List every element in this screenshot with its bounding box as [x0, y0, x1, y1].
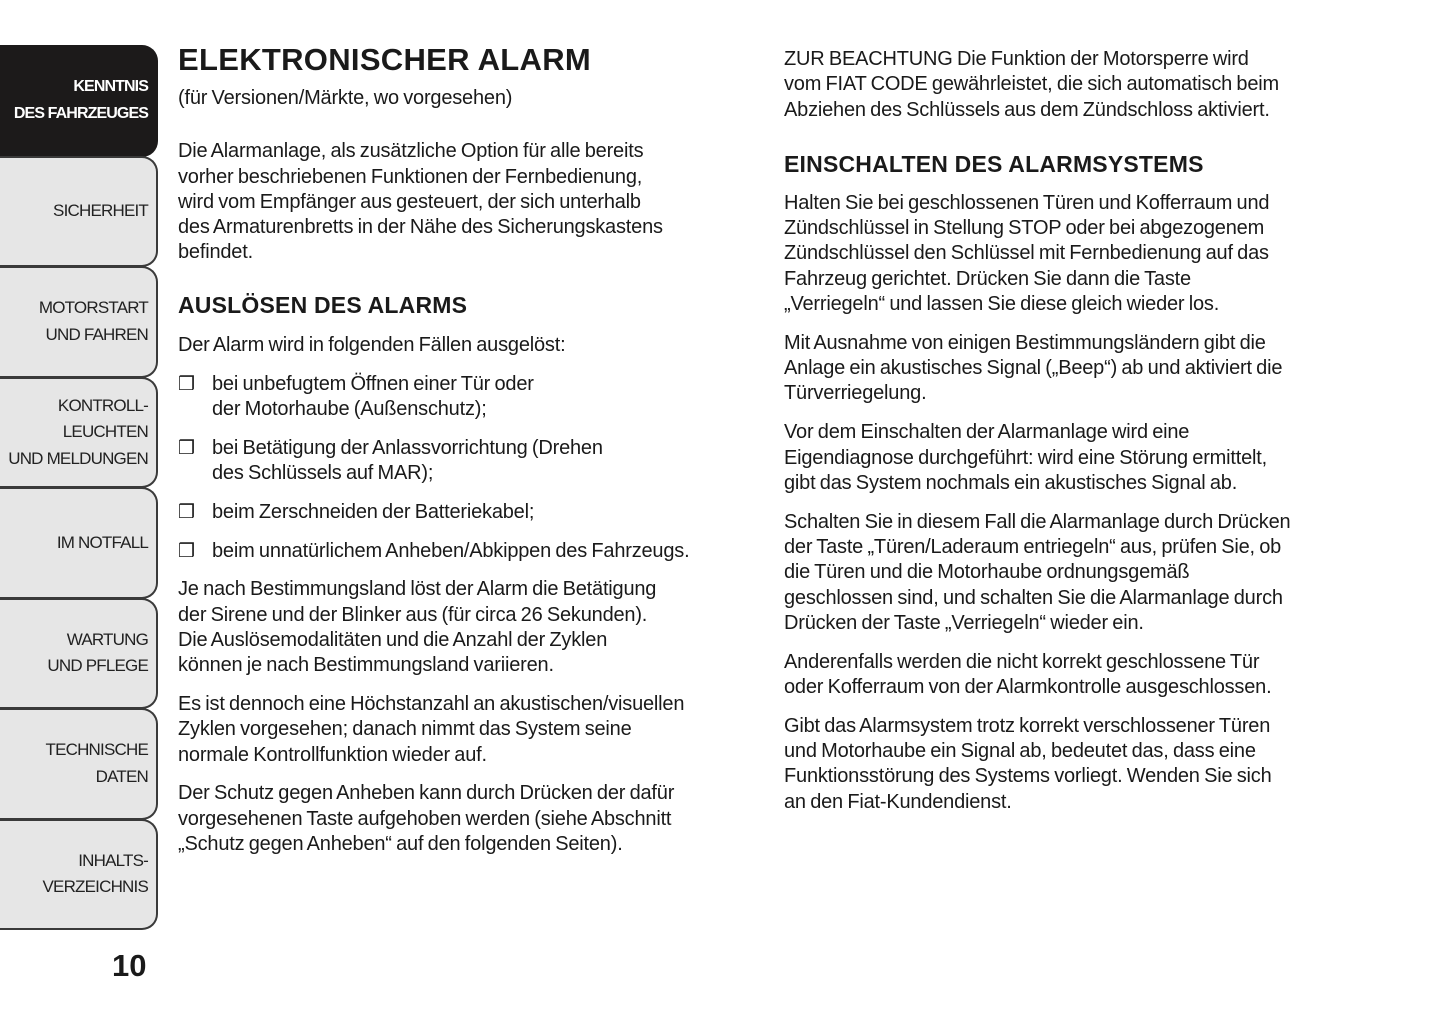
tab-label	[45, 737, 148, 790]
text-line: DATEN	[95, 766, 148, 786]
paragraph	[784, 650, 1374, 701]
checkbox-bullet-icon: ❒	[178, 540, 195, 562]
text-line: Je nach Bestimmungsland löst der Alarm die Betätigung	[178, 578, 657, 601]
text-line: Schalten Sie in diesem Fall die Alarmanlage durch Drücken	[784, 510, 1291, 533]
text-line: KONTROLL-	[57, 395, 148, 415]
text-line: TECHNISCHE	[45, 740, 148, 760]
tab-label	[39, 295, 148, 348]
checkbox-bullet-icon: ❒	[178, 501, 195, 523]
tab-label	[8, 393, 148, 473]
text-line: Vor dem Einschalten der Alarmanlage wird eine	[784, 421, 1190, 444]
bullet-item	[178, 500, 750, 525]
text-line: der Taste „Türen/Laderaum entriegeln“ aus, prüfen Sie, ob	[784, 535, 1282, 558]
paragraph	[784, 420, 1374, 496]
text-line: Eigendiagnose durchgeführt: wird eine Störung ermittelt,	[784, 446, 1267, 469]
tab-label	[43, 848, 149, 901]
tab-label	[57, 530, 148, 557]
text-line: geschlossen sind, und schalten Sie die Alarmanlage durch	[784, 586, 1283, 609]
text-line: Halten Sie bei geschlossenen Türen und Kofferraum und	[784, 191, 1270, 214]
text-line: Anderenfalls werden die nicht korrekt geschlossene Tür	[784, 650, 1260, 673]
text-line: des Schlüssels auf MAR);	[212, 461, 434, 484]
chapter-tabs	[0, 46, 158, 930]
bullet-item	[178, 372, 750, 423]
text-line: beim unnatürlichem Anheben/Abkippen des Fahrzeugs.	[212, 539, 690, 562]
tab-kontrollleuchten[interactable]	[0, 377, 158, 489]
tab-label	[14, 74, 148, 127]
text-line: ZUR BEACHTUNG Die Funktion der Motorsperre wird	[784, 48, 1249, 70]
text-line: des Armaturenbretts in der Nähe des Sicherungskastens	[178, 216, 663, 239]
text-line: Anlage ein akustisches Signal („Beep“) ab und aktiviert die	[784, 357, 1283, 380]
text-line: LEUCHTEN	[62, 422, 148, 441]
bullet-text	[212, 539, 750, 564]
text-line: wird vom Empfänger aus gesteuert, der sich unterhalb	[178, 190, 641, 213]
tab-im-notfall[interactable]	[0, 487, 158, 599]
text-line: können je nach Bestimmungsland variieren.	[178, 654, 554, 677]
text-line: Drücken der Taste „Verriegeln“ wieder ein.	[784, 611, 1144, 634]
paragraph	[784, 714, 1374, 815]
text-line: Die Alarmanlage, als zusätzliche Option für alle bereits	[178, 140, 644, 163]
text-line: bei Betätigung der Anlassvorrichtung (Drehen	[212, 436, 603, 459]
text-line: der Motorhaube (Außenschutz);	[212, 397, 487, 420]
tab-sicherheit[interactable]	[0, 156, 158, 268]
trigger-intro	[178, 333, 750, 358]
text-line: VERZEICHNIS	[42, 877, 148, 897]
text-line: WARTUNG	[66, 629, 148, 649]
bullet-text	[212, 372, 750, 423]
text-line: Abziehen des Schlüssels aus dem Zündschloss aktiviert.	[784, 98, 1270, 121]
text-line: MOTORSTART	[38, 298, 148, 318]
bullet-text	[212, 500, 750, 525]
tab-wartung-und-pflege[interactable]	[0, 598, 158, 710]
text-line: vom FIAT CODE gewährleistet, die sich automatisch beim	[784, 73, 1279, 96]
text-line: Funktionsstörung des Systems vorliegt. Wenden Sie sich	[784, 765, 1272, 788]
paragraph	[178, 692, 750, 768]
checkbox-bullet-icon: ❒	[178, 373, 195, 395]
text-line: Zündschlüssel in Stellung STOP oder bei abgezogenem	[784, 217, 1265, 240]
page-number: 10	[112, 948, 147, 983]
text-line: beim Zerschneiden der Batteriekabel;	[212, 500, 535, 523]
text-line: normale Kontrollfunktion wieder auf.	[178, 743, 487, 766]
text-line: befindet.	[178, 241, 253, 264]
text-line: Mit Ausnahme von einigen Bestimmungsländern gibt die	[784, 331, 1266, 354]
text-line: UND MELDUNGEN	[8, 448, 148, 468]
paragraph	[178, 781, 750, 857]
tab-kenntnis-des-fahrzeuges[interactable]	[0, 45, 158, 157]
text-line: Zyklen vorgesehen; danach nimmt das System seine	[178, 718, 632, 741]
bullet-text	[212, 436, 750, 487]
section-heading-activation: EINSCHALTEN DES ALARMSYSTEMS	[784, 150, 1204, 177]
text-line: Der Alarm wird in folgenden Fällen ausgelöst:	[178, 333, 566, 356]
text-line: „Schutz gegen Anheben“ auf den folgenden Seiten).	[178, 833, 623, 856]
text-line: die Türen und die Motorhaube ordnungsgemäß	[784, 561, 1190, 584]
text-line: KENNTNIS	[73, 78, 148, 96]
text-line: INHALTS-	[78, 850, 148, 870]
text-line: DES FAHRZEUGES	[13, 104, 148, 122]
text-line: IM NOTFALL	[56, 532, 148, 552]
text-line: „Verriegeln“ und lassen Sie diese gleich wieder los.	[784, 293, 1220, 316]
tab-inhaltsverzeichnis[interactable]	[0, 819, 158, 931]
paragraph	[784, 331, 1374, 407]
text-line: vorher beschriebenen Funktionen der Fernbedienung,	[178, 165, 643, 188]
bullet-item	[178, 436, 750, 487]
right-column	[784, 0, 1374, 815]
bullet-item	[178, 539, 750, 564]
note-paragraph	[784, 47, 1374, 123]
text-line: SICHERHEIT	[53, 201, 148, 220]
intro-paragraph	[178, 139, 750, 265]
paragraph	[784, 191, 1374, 317]
text-line: und Motorhaube ein Signal ab, bedeutet das, dass eine	[784, 740, 1256, 763]
left-column	[178, 0, 750, 857]
text-line: Fahrzeug gerichtet. Drücken Sie dann die Taste	[784, 267, 1191, 290]
page-title: ELEKTRONISCHER ALARM	[178, 42, 592, 77]
text-line: gibt das System nochmals ein akustisches Signal ab.	[784, 471, 1238, 494]
text-line: Zündschlüssel den Schlüssel mit Fernbedienung auf das	[784, 242, 1269, 265]
text-line: oder Kofferraum von der Alarmkontrolle ausgeschlossen.	[784, 675, 1272, 698]
text-line: (für Versionen/Märkte, wo vorgesehen)	[178, 87, 513, 109]
text-line: UND PFLEGE	[47, 656, 148, 676]
checkbox-bullet-icon: ❒	[178, 437, 195, 459]
paragraph	[178, 577, 750, 678]
text-line: Gibt das Alarmsystem trotz korrekt verschlossener Türen	[784, 714, 1271, 737]
subtitle	[178, 86, 750, 111]
text-line: Die Auslösemodalitäten und die Anzahl der Zyklen	[178, 628, 608, 651]
tab-technische-daten[interactable]	[0, 708, 158, 820]
text-line: bei unbefugtem Öffnen einer Tür oder	[212, 372, 534, 395]
text-line: der Sirene und der Blinker aus (für circa 26 Sekunden).	[178, 603, 648, 626]
section-heading-trigger: AUSLÖSEN DES ALARMS	[178, 291, 468, 318]
tab-label	[47, 627, 148, 680]
text-line: Türverriegelung.	[784, 382, 927, 405]
text-line: vorgesehenen Taste aufgehoben werden (siehe Abschnitt	[178, 807, 672, 830]
text-line: Der Schutz gegen Anheben kann durch Drücken der dafür	[178, 782, 675, 805]
text-line: an den Fiat-Kundendienst.	[784, 790, 1012, 813]
tab-motorstart-und-fahren[interactable]	[0, 266, 158, 378]
text-line: UND FAHREN	[45, 324, 148, 344]
text-line: Es ist dennoch eine Höchstanzahl an akustischen/visuellen	[178, 693, 685, 716]
paragraph	[784, 510, 1374, 636]
tab-label	[53, 198, 148, 225]
